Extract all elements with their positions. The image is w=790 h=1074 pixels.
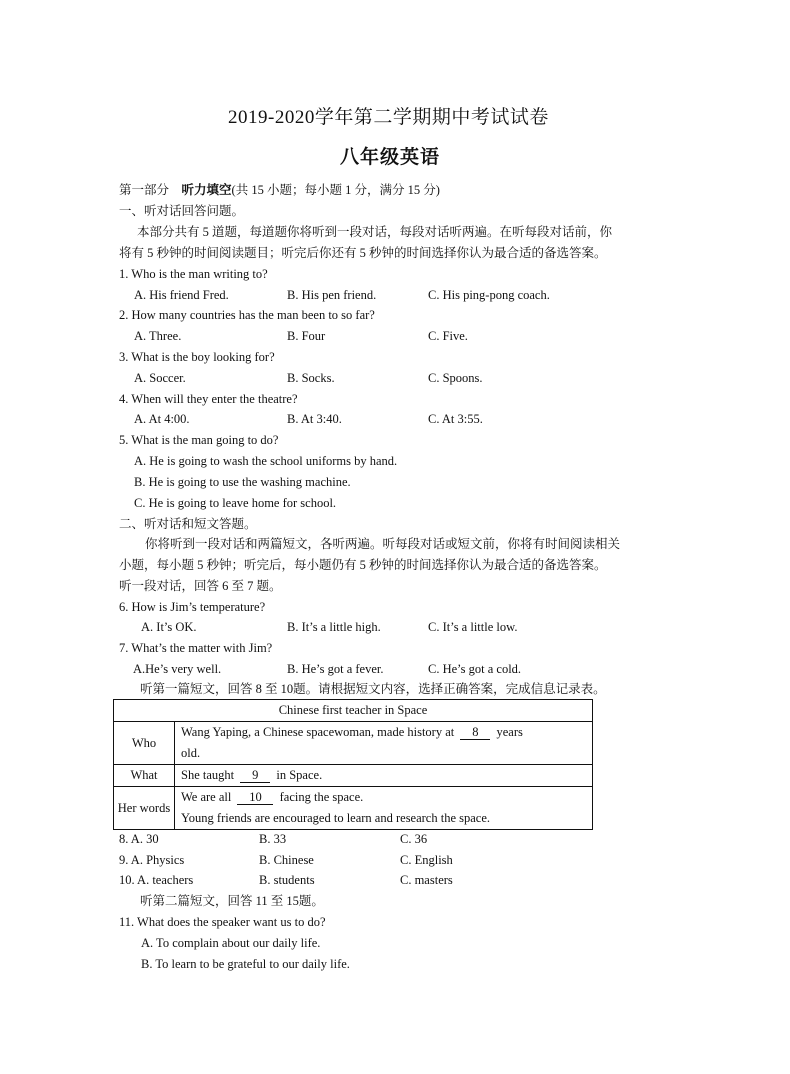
what-text-after: in Space. xyxy=(276,768,323,782)
part1-heading xyxy=(119,180,440,200)
question-6-option-c: C. It’s a little low. xyxy=(428,620,518,634)
question-4-option-c: C. At 3:55. xyxy=(428,412,483,426)
question-1-stem: 1. Who is the man writing to? xyxy=(119,267,268,281)
who-text-after: years xyxy=(496,725,523,739)
part1-label: 第一部分 xyxy=(119,183,170,197)
question-2-option-c: C. Five. xyxy=(428,329,468,343)
question-3-stem: 3. What is the boy looking for? xyxy=(119,350,275,364)
question-8-option-c: C. 36 xyxy=(400,832,428,846)
table-row-what xyxy=(114,765,593,787)
part1-name: 听力填空 xyxy=(181,183,232,197)
question-6-stem: 6. How is Jim’s temperature? xyxy=(119,600,266,614)
question-9-option-a: 9. A. Physics xyxy=(119,853,185,867)
question-1-option-b: B. His pen friend. xyxy=(287,288,377,302)
who-text-line2: old. xyxy=(181,746,201,760)
blank-10: 10 xyxy=(237,790,273,805)
question-2-stem: 2. How many countries has the man been to so far? xyxy=(119,308,375,322)
passage1-intro: 听第一篇短文，回答 8 至 10题。请根据短文内容，选择正确答案，完成信息记录表。 xyxy=(140,682,606,696)
exam-title: 2019-2020学年第二学期期中考试试卷 xyxy=(228,107,549,128)
table-label-her-words: Her words xyxy=(114,787,175,830)
question-3-option-c: C. Spoons. xyxy=(428,371,483,385)
table-label-what: What xyxy=(114,765,175,787)
question-5-option-a: A. He is going to wash the school uniforms by hand. xyxy=(134,454,398,468)
question-10-option-a: 10. A. teachers xyxy=(119,873,194,887)
words-text-after: facing the space. xyxy=(279,790,364,804)
section1-instruction-line2: 将有 5 秒钟的时间阅读题目；听完后你还有 5 秒钟的时间选择你认为最合适的备选答案。 xyxy=(119,246,607,260)
question-1-option-a: A. His friend Fred. xyxy=(134,288,229,302)
table-row-who xyxy=(114,722,593,765)
question-5-stem: 5. What is the man going to do? xyxy=(119,433,279,447)
question-2-option-a: A. Three. xyxy=(134,329,182,343)
question-8-option-a: 8. A. 30 xyxy=(119,832,159,846)
what-text-before: She taught xyxy=(181,768,235,782)
table-label-who: Who xyxy=(114,722,175,765)
info-record-table xyxy=(113,699,593,830)
blank-9: 9 xyxy=(240,768,270,783)
section2-instruction-line2: 小题，每小题 5 秒钟；听完后，每小题仍有 5 秒钟的时间选择你认为最合适的备选答案。 xyxy=(119,558,607,572)
question-4-option-b: B. At 3:40. xyxy=(287,412,342,426)
table-header: Chinese first teacher in Space xyxy=(114,700,593,722)
question-11-stem: 11. What does the speaker want us to do? xyxy=(119,915,326,929)
question-2-option-b: B. Four xyxy=(287,329,326,343)
question-10-option-c: C. masters xyxy=(400,873,453,887)
exam-subtitle: 八年级英语 xyxy=(340,147,441,168)
question-7-stem: 7. What’s the matter with Jim? xyxy=(119,641,273,655)
question-7-option-a: A.He’s very well. xyxy=(133,662,222,676)
question-9-option-b: B. Chinese xyxy=(259,853,314,867)
table-cell-who xyxy=(175,722,593,765)
dialog-intro: 听一段对话，回答 6 至 7 题。 xyxy=(119,579,282,593)
table-cell-what xyxy=(175,765,593,787)
section1-instruction-line1: 本部分共有 5 道题，每道题你将听到一段对话，每段对话听两遍。在听每段对话前，你 xyxy=(137,225,613,239)
question-4-option-a: A. At 4:00. xyxy=(134,412,190,426)
question-4-stem: 4. When will they enter the theatre? xyxy=(119,392,298,406)
question-3-option-a: A. Soccer. xyxy=(134,371,186,385)
question-6-option-b: B. It’s a little high. xyxy=(287,620,381,634)
section1-heading: 一、听对话回答问题。 xyxy=(119,204,245,218)
table-cell-her-words xyxy=(175,787,593,830)
question-11-option-b: B. To learn to be grateful to our daily life. xyxy=(141,957,350,971)
question-7-option-c: C. He’s got a cold. xyxy=(428,662,522,676)
question-5-option-b: B. He is going to use the washing machine. xyxy=(134,475,351,489)
passage2-intro: 听第二篇短文，回答 11 至 15题。 xyxy=(140,894,324,908)
question-10-option-b: B. students xyxy=(259,873,315,887)
table-row-her-words xyxy=(114,787,593,830)
question-3-option-b: B. Socks. xyxy=(287,371,335,385)
table-header-row xyxy=(114,700,593,722)
who-text-before: Wang Yaping, a Chinese spacewoman, made history at xyxy=(181,725,455,739)
blank-8: 8 xyxy=(460,725,490,740)
question-9-option-c: C. English xyxy=(400,853,453,867)
question-1-option-c: C. His ping-pong coach. xyxy=(428,288,550,302)
words-text-before: We are all xyxy=(181,790,232,804)
question-7-option-b: B. He’s got a fever. xyxy=(287,662,384,676)
question-5-option-c: C. He is going to leave home for school. xyxy=(134,496,337,510)
question-11-option-a: A. To complain about our daily life. xyxy=(141,936,321,950)
section2-heading: 二、听对话和短文答题。 xyxy=(119,517,257,531)
words-text-line2: Young friends are encouraged to learn and research the space. xyxy=(181,811,491,825)
question-8-option-b: B. 33 xyxy=(259,832,287,846)
question-6-option-a: A. It’s OK. xyxy=(141,620,197,634)
section2-instruction-line1: 你将听到一段对话和两篇短文，各听两遍。听每段对话或短文前，你将有时间阅读相关 xyxy=(145,537,621,551)
part1-note: (共 15 小题；每小题 1 分，满分 15 分) xyxy=(231,183,440,197)
